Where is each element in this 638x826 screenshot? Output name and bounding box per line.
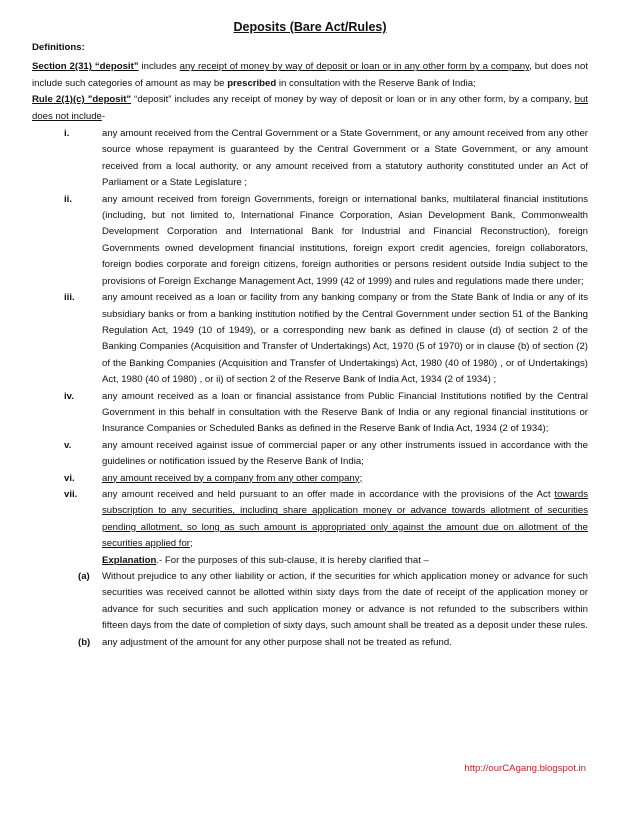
section-bold-term: prescribed (227, 77, 277, 89)
explanation-text: .- For the purposes of this sub-clause, it is hereby clarified that – (156, 554, 429, 566)
sub-list-item (32, 635, 588, 651)
list-item (32, 126, 588, 192)
rule-text-2: - (101, 110, 106, 122)
exclusion-list (32, 126, 588, 553)
item-text: any amount received from foreign Governments, foreign or international banks, multilateral financial institutions (including, but not limited to, International Finance Corporation, Asian Development Bank, Commonwealth Development Corporation and International Bank for Industrial and Financial Reconstruction), foreign Governments owned development financial institutions, foreign export credit agencies, foreign collaborators, foreign bodies corporate and foreign citizens, foreign authorities or persons resident outside India subject to the provisions of Foreign Exchange Management Act, 1999 (42 of 1999) and rules and regulations made there under; (102, 193, 588, 287)
item-text-underlined: towards subscription to any securities, including share application money or advance towards allotment of securities pending allotment, so long as such amount is appropriated only against the amount due on allotment of the securities applied for (102, 488, 588, 550)
sub-item-number: (a) (78, 571, 90, 582)
definitions-heading: Definitions: (32, 42, 85, 53)
list-item (32, 471, 588, 487)
item-text-part-1: any amount received and held pursuant to an offer made in accordance with the provisions of the Act (102, 488, 555, 500)
list-item (32, 192, 588, 290)
section-text-1: includes (138, 61, 180, 73)
section-ref: Section 2(31) “deposit” (32, 61, 139, 73)
section-definition (32, 59, 588, 92)
list-item (32, 389, 588, 438)
item-text: any amount received from the Central Government or a State Government, or any amount received from any other source whose repayment is guaranteed by the Central Government or a State Government, or any amount received from a local authority, or any amount received from a statutory authority constituted under an Act of Parliament or a State Legislature ; (102, 128, 588, 189)
item-number: iv. (64, 390, 74, 402)
item-text: any amount received as a loan or financial assistance from Public Financial Institutions notified by the Central Government in this behalf in consultation with the Reserve Bank of India or any regional financial institutions or Insurance Companies or Scheduled Banks as defined in the Reserve Bank of India Act, 1934 (2 of 1934); (102, 390, 588, 435)
section-text-2: , but does not include such categories of amount as may be (32, 61, 589, 89)
list-item (32, 438, 588, 471)
item-text: any amount received as a loan or facility from any banking company or from the State Bank of India or any of its subsidiary banks or from a banking institution notified by the Central Government under section 51 of the Banking Regulation Act, 1949 (10 of 1949), or a corresponding new bank as defined in clause (d) of section 2 of the Banking Companies (Acquisition and Transfer of Undertakings) Act, 1970 (5 of 1970) or in clause (b) of section (2) of the Banking Companies (Acquisition and Transfer of Undertakings) Act, 1980 (40 of 1980) , or of Undertakings) Act, 1980 (40 of 1980) , or ii) of section 2 of the Reserve Bank of India Act, 1934 (2 of 1934) ; (102, 292, 588, 386)
rule-ref: Rule 2(1)(c) "deposit" (32, 94, 132, 106)
sub-item-text: Without prejudice to any other liability or action, if the securities for which application money or advance for such securities was received cannot be allotted within sixty days from the date of receipt of the application money or advance for such securities and such application money or advance is not refunded to the subscribers within fifteen days from the date of completion of sixty days, such amount shall be treated as a deposit under these rules. (102, 571, 588, 632)
item-number: vi. (64, 472, 75, 484)
item-number: vii. (64, 488, 78, 500)
item-text-part-2: ; (190, 538, 193, 550)
section-underlined-text: any receipt of money by way of deposit or loan or in any other form by a company (179, 61, 530, 73)
document-page (32, 18, 588, 651)
sub-item-text: any adjustment of the amount for any other purpose shall not be treated as refund. (102, 636, 452, 648)
rule-definition (32, 92, 588, 125)
item-number: v. (64, 439, 72, 451)
rule-text-1: “deposit” includes any receipt of money by way of deposit or loan or in any other form, by a company, (131, 94, 575, 106)
explanation (32, 553, 588, 569)
item-number: i. (64, 128, 70, 140)
item-number: ii. (64, 193, 72, 205)
sub-list-item (32, 569, 588, 635)
list-item (32, 487, 588, 553)
item-number: iii. (64, 292, 75, 304)
item-text: any amount received against issue of commercial paper or any other instruments issued in accordance with the guidelines or notification issued by the Reserve Bank of India; (102, 439, 588, 468)
explanation-label: Explanation (102, 554, 157, 566)
page-title: Deposits (Bare Act/Rules) (233, 20, 387, 34)
rule-underlined-text: but does not include (32, 94, 588, 122)
item-text: any amount received by a company from any other company; (102, 472, 363, 484)
section-text-3: in consultation with the Reserve Bank of India; (276, 77, 476, 89)
item-text (102, 487, 588, 553)
list-item (32, 290, 588, 388)
footer-link[interactable]: http://ourCAgang.blogspot.in (464, 763, 586, 774)
sub-item-number: (b) (78, 636, 91, 648)
